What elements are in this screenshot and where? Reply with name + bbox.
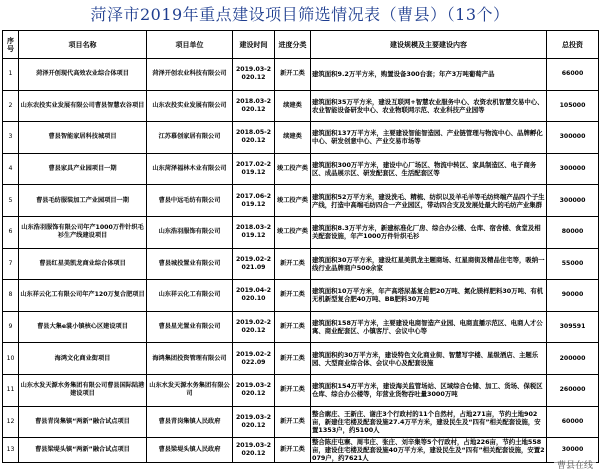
cell-progress: 新开工类 xyxy=(275,438,311,463)
cell-content: 整合陈庄屯寨、周韦庄、张庄、刘辛集等5个行政村，占地226亩，节约土地558亩，建设住宅楼及配套设施40万平方米，建设民生及“四有”相关配套设施，安置2079户，约7621人 xyxy=(312,438,545,463)
cell-build-time: 2018.05-2020.12 xyxy=(233,122,275,154)
cell-no: 11 xyxy=(3,374,19,406)
header-investment: 总投资 xyxy=(547,31,599,59)
cell-build-time: 2019.03-2020.12 xyxy=(233,374,275,406)
cell-project-unit: 曹县中远毛纺有限公司 xyxy=(147,185,233,217)
table-row xyxy=(3,248,599,280)
cell-progress: 竣工投产类 xyxy=(275,216,311,248)
cell-project-unit: 曹县梁堤头镇人民政府 xyxy=(147,438,233,463)
cell-project-unit: 山东菏泽福林木业有限公司 xyxy=(147,153,233,185)
cell-no: 2 xyxy=(3,90,19,122)
cell-investment: 300000 xyxy=(547,122,599,154)
cell-investment: 30000 xyxy=(547,438,599,463)
table-row xyxy=(3,311,599,343)
cell-build-time: 2019.04-2020.10 xyxy=(233,280,275,312)
cell-project-name: 曹县红星美凯龙商业综合体项目 xyxy=(19,248,147,280)
cell-progress: 新开工类 xyxy=(275,406,311,438)
cell-project-name: 曹县毛纺服装加工产业园项目一期 xyxy=(19,185,147,217)
cell-no: 6 xyxy=(3,216,19,248)
cell-progress: 新开工类 xyxy=(275,374,311,406)
cell-project-name: 山东浩羽服饰有限公司年产1000万件针织毛衫生产线建设项目 xyxy=(19,216,147,248)
table-row xyxy=(3,185,599,217)
cell-no: 3 xyxy=(3,122,19,154)
watermark-text: 曹县在线 xyxy=(554,457,596,472)
header-progress: 进度分类 xyxy=(275,31,311,59)
cell-investment: 105000 xyxy=(547,90,599,122)
table-row xyxy=(3,122,599,154)
cell-project-name: 曹县大集e裳小镇核心区建设项目 xyxy=(19,311,147,343)
cell-project-unit: 山东水发天源水务集团有限公司 xyxy=(147,374,233,406)
cell-investment: 90000 xyxy=(547,280,599,312)
header-no: 序号 xyxy=(3,31,19,59)
cell-investment: 309591 xyxy=(547,311,599,343)
cell-project-unit: 曹县城投置业有限公司 xyxy=(147,248,233,280)
cell-build-time: 2019.03-2020.12 xyxy=(233,438,275,463)
page-title: 菏泽市2019年重点建设项目筛选情况表（曹县）（13个） xyxy=(90,5,510,24)
cell-no: 7 xyxy=(3,248,19,280)
cell-progress: 竣工投产类 xyxy=(275,185,311,217)
cell-progress: 续建类 xyxy=(275,122,311,154)
cell-no: 5 xyxy=(3,185,19,217)
cell-project-name: 曹县青岗集镇“两新”融合试点项目 xyxy=(19,406,147,438)
cell-progress: 新开工类 xyxy=(275,311,311,343)
cell-project-unit: 曹县星光置业有限公司 xyxy=(147,311,233,343)
cell-build-time: 2019.02-2021.09 xyxy=(233,248,275,280)
header-name: 项目名称 xyxy=(19,31,147,59)
cell-content: 建筑面积9.2万平方米，购置设备300台套；年产3万吨葡萄产品 xyxy=(311,59,547,91)
header-unit: 项目单位 xyxy=(147,31,233,59)
cell-project-unit: 山东农投实业发展有限公司 xyxy=(147,90,233,122)
cell-progress: 续建类 xyxy=(275,90,311,122)
cell-no: 10 xyxy=(3,343,19,375)
cell-investment: 80000 xyxy=(547,216,599,248)
cell-project-unit: 江苏慕创家居有限公司 xyxy=(147,122,233,154)
cell-build-time: 2018.03-2019.12 xyxy=(233,216,275,248)
cell-content: 整合廓庄、王新庄、谢庄3个行政村的11个自然村，占地271亩，节约土地902亩，新建住宅楼及配套设施27.4万平方米，建设民生及“四有”相关配套设施，安置1353户，约5100人 xyxy=(311,406,547,438)
table-row xyxy=(3,90,599,122)
table-row xyxy=(3,59,599,91)
cell-no: 8 xyxy=(3,280,19,312)
header-content: 建设规模及主要建设内容 xyxy=(311,31,547,59)
table-row xyxy=(3,216,599,248)
cell-project-name: 山东祥云化工有限公司年产120万复合肥项目 xyxy=(19,280,147,312)
table-row xyxy=(3,406,599,438)
cell-content: 建筑面积35万平方米，建设互联网+智慧农业服务中心、农资农机智慧交易中心、农业智能设备研发中心、农业物联网示范、农业科技产业园等 xyxy=(311,90,547,122)
table-row xyxy=(3,374,599,406)
cell-content: 建筑面积158万平方米，主要建设电商智造产业园、电商直播示范区、电商人才公寓、商业配套区、小镇客厅、会议中心等 xyxy=(311,311,547,343)
cell-investment: 200000 xyxy=(547,343,599,375)
table-row xyxy=(3,280,599,312)
cell-project-name: 海鸿文化商业街项目 xyxy=(19,343,147,375)
cell-investment: 300000 xyxy=(547,185,599,217)
cell-content: 建筑面积300万平方米，建设中心厂场区、物流中转区、家具制造区、电子商务区、成品展示区、研发配套区、生活配套区等 xyxy=(311,153,547,185)
cell-project-unit: 山东祥云化工有限公司 xyxy=(147,280,233,312)
cell-content: 建筑面积52万平方米，建设洗毛、精梳、纺织以及羊毛羊等毛纺终端产品四个子生产线，打造中高端毛纺四合一产业园区，带动四合支及发展处最大的毛纺产业集群 xyxy=(311,185,547,217)
cell-build-time: 2019.02-2022.09 xyxy=(233,343,275,375)
cell-content: 建筑面积10万平方米，年产高塔尿基复合肥20万吨、氮化镁样肥料30万吨、有机无机新型复合肥40万吨、BB肥料30万吨 xyxy=(311,280,547,312)
cell-project-name: 曹县梁堤头镇“两新”融合试点项目 xyxy=(19,438,147,463)
cell-progress: 新开工类 xyxy=(275,59,311,91)
cell-investment: 66000 xyxy=(547,59,599,91)
cell-investment: 260000 xyxy=(547,374,599,406)
table-header-row xyxy=(3,31,599,59)
cell-project-name: 山东农投实业发展有限公司曹县智慧农谷项目 xyxy=(19,90,147,122)
cell-no: 1 xyxy=(3,59,19,91)
table-row xyxy=(3,153,599,185)
projects-table xyxy=(2,30,599,463)
table-row xyxy=(3,438,599,463)
cell-content: 建筑面积30万平方米，建设红星美凯龙主题商场、红星商街及精品住宅等，吸纳一线行业品牌商户500余家 xyxy=(311,248,547,280)
cell-investment: 300000 xyxy=(547,153,599,185)
cell-progress: 新开工类 xyxy=(275,343,311,375)
cell-build-time: 2017.02-2019.12 xyxy=(233,153,275,185)
cell-progress: 新开工类 xyxy=(275,248,311,280)
cell-project-name: 曹县智能家居科技城项目 xyxy=(19,122,147,154)
cell-project-name: 菏泽开创现代高效农业综合体项目 xyxy=(19,59,147,91)
cell-build-time: 2018.03-2020.12 xyxy=(233,90,275,122)
cell-no: 13 xyxy=(3,438,19,463)
cell-no: 12 xyxy=(3,406,19,438)
cell-build-time: 2019.03-2020.12 xyxy=(233,59,275,91)
table-row xyxy=(3,343,599,375)
cell-build-time: 2019.03-2020.12 xyxy=(233,406,275,438)
cell-progress: 新开工类 xyxy=(275,280,311,312)
cell-no: 4 xyxy=(3,153,19,185)
cell-progress: 竣工投产类 xyxy=(275,153,311,185)
cell-project-name: 山东水发天源水务集团有限公司曹县国际陆港建设项目 xyxy=(19,374,147,406)
cell-project-unit: 海鸿集团投资管理有限公司 xyxy=(147,343,233,375)
cell-build-time: 2019.02-2020.12 xyxy=(233,311,275,343)
cell-project-unit: 曹县青岗集镇人民政府 xyxy=(147,406,233,438)
cell-content: 建筑面积约30万平方米，建设特色文化商业街、智慧写字楼、星级酒店、主题乐园、大型商业综合体、会议中心及配套设施 xyxy=(311,343,547,375)
cell-project-unit: 菏泽开创农业科技有限公司 xyxy=(147,59,233,91)
cell-investment: 60000 xyxy=(547,406,599,438)
cell-content: 建筑面积137万平方米，主要建设智能智造园、产业链管理与物流中心、品牌孵化中心、研发创意中心、产业交易市场等 xyxy=(311,122,547,154)
cell-project-name: 曹县家具产业园项目一期 xyxy=(19,153,147,185)
cell-content: 建筑面积154万平方米，建设海关监管场站、区域综合仓储、加工、货场、保税区仓库、综合办公楼等，年营业货物吞吐量3000万吨 xyxy=(311,374,547,406)
cell-project-unit: 山东浩羽服饰有限公司 xyxy=(147,216,233,248)
cell-no: 9 xyxy=(3,311,19,343)
cell-content: 建筑面积8.3万平方米，新建标准化厂房、综合办公楼、仓库、宿舍楼、食堂及相关配套设施，年产1000万件针织毛衫 xyxy=(311,216,547,248)
cell-investment: 55000 xyxy=(547,248,599,280)
cell-build-time: 2017.06-2019.12 xyxy=(233,185,275,217)
header-time: 建设时间 xyxy=(233,31,275,59)
